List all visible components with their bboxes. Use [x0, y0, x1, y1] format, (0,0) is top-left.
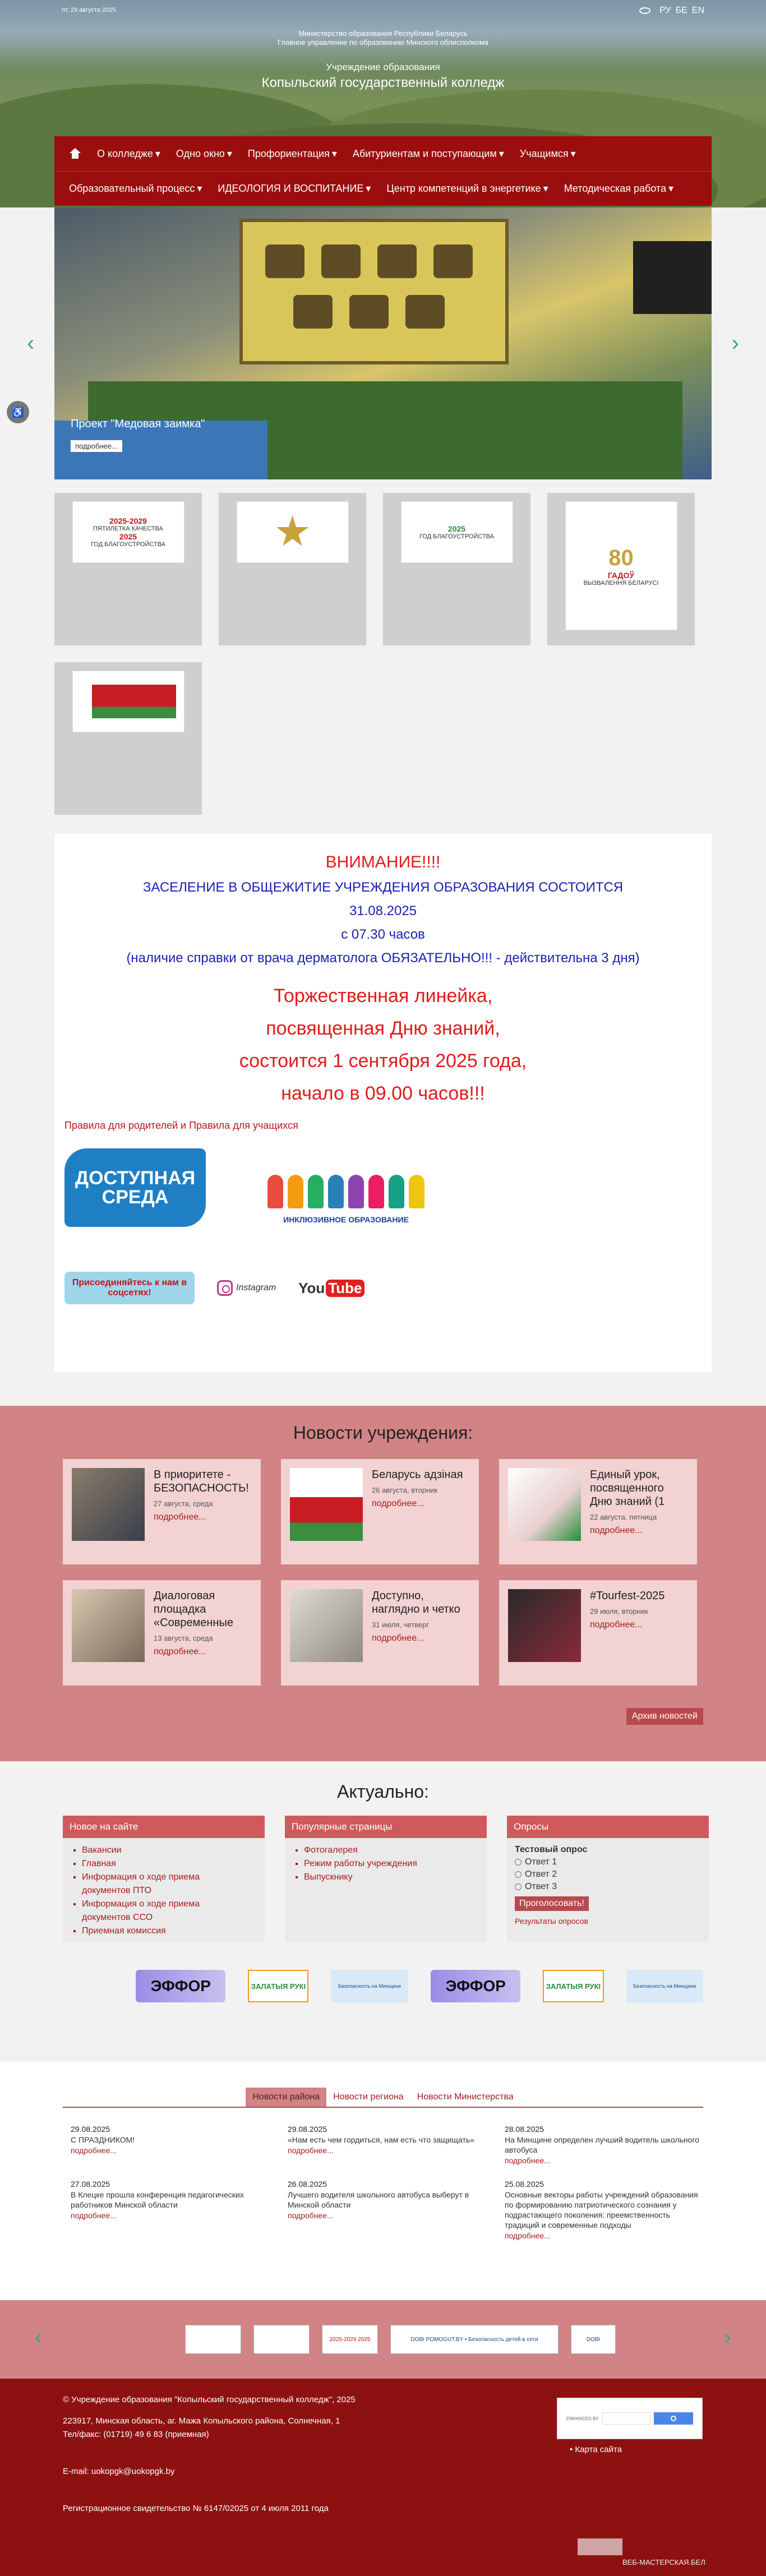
home-link[interactable]: [61, 148, 89, 159]
list-item[interactable]: ▪ Режим работы учреждения: [304, 1857, 468, 1871]
logos-carousel: [63, 1970, 703, 2002]
chevron-down-icon: ▾: [543, 183, 548, 194]
sitemap-link[interactable]: • Карта сайта: [570, 2445, 622, 2454]
child-figure: [409, 1175, 424, 1208]
chevron-left-icon[interactable]: ‹: [27, 331, 35, 356]
tab-district[interactable]: Новости района: [246, 2088, 326, 2107]
news-card-title[interactable]: Единый урок, посвященного Дню знаний (1: [590, 1469, 665, 1508]
banner-image: [401, 501, 513, 563]
news-thumb[interactable]: [72, 1468, 145, 1541]
site-header: [0, 0, 766, 207]
social-row: [64, 1272, 702, 1304]
search-label: ENHANCED BY: [566, 2416, 599, 2421]
instagram-icon: [217, 1280, 233, 1296]
inclusive-education-logo[interactable]: [239, 1151, 453, 1224]
news-card-date: 22 августа, пятница: [590, 1513, 657, 1521]
new-on-site-list: [63, 1838, 265, 1943]
search-icon: [671, 2416, 676, 2421]
college-line-2: Копыльский государственный колледж: [261, 75, 505, 90]
slide-image[interactable]: [54, 207, 712, 479]
instagram-link[interactable]: [217, 1280, 276, 1296]
actual-title: Актуально:: [337, 1781, 429, 1802]
popular-pages-list: [285, 1838, 487, 1890]
news-text[interactable]: Основные векторы работы учреждений образования по формированию патриотического сознания у подрастающего поколения: преемственность традиций и современные подходы: [505, 2190, 698, 2229]
poll-option-label: Ответ 2: [525, 1869, 557, 1879]
district-news-item: [288, 2125, 486, 2165]
nav-label: ИДЕОЛОГИЯ И ВОСПИТАНИЕ: [218, 183, 364, 194]
news-tabs: [63, 2088, 703, 2108]
accessible-environment-logo[interactable]: ДОСТУПНАЯ СРЕДА: [64, 1148, 206, 1227]
chevron-left-icon[interactable]: ‹: [35, 2325, 43, 2349]
main-nav: [54, 136, 712, 206]
poll-results-link[interactable]: Результаты опросов: [515, 1917, 588, 1926]
college-title[interactable]: [0, 62, 766, 91]
banner-text: ГАДОЎ: [607, 570, 635, 580]
instagram-label: Instagram: [236, 1283, 276, 1292]
nav-label: О колледже: [97, 147, 153, 159]
children-figures: [267, 1175, 424, 1208]
partner-logo[interactable]: [253, 2325, 310, 2354]
list-item[interactable]: ▪ Фотогалерея: [304, 1844, 468, 1857]
chevron-down-icon: ▾: [331, 147, 337, 159]
banner-image: [72, 501, 184, 563]
banner-image: [237, 501, 349, 563]
news-card-title[interactable]: Доступно, наглядно и четко: [372, 1590, 460, 1615]
rules-link[interactable]: Правила для родителей и Правила для учащихся: [64, 1120, 298, 1131]
list-item[interactable]: ▪ Приемная комиссия: [82, 1924, 246, 1938]
radio-button[interactable]: [515, 1871, 522, 1878]
district-news-item: [288, 2180, 486, 2240]
district-news-item: [505, 2125, 703, 2165]
banner-text: 2025-2029: [109, 516, 147, 525]
banner-text: 80: [608, 545, 634, 570]
access-row: [64, 1148, 702, 1227]
news-more-link[interactable]: подробнее...: [288, 2146, 334, 2155]
nav-one-window[interactable]: [168, 148, 240, 160]
news-grid: [63, 1459, 703, 1686]
news-title: Новости учреждения:: [293, 1423, 473, 1443]
chevron-down-icon: ▾: [570, 147, 576, 159]
district-news-grid: [63, 2125, 703, 2240]
news-card[interactable]: [63, 1459, 261, 1564]
footer-copyright: © Учреждение образования "Копыльский государственный колледж", 2025: [63, 2395, 356, 2404]
nav-applicants[interactable]: [345, 148, 512, 160]
list-item[interactable]: ▪ Главная: [82, 1857, 246, 1871]
news-card[interactable]: [499, 1459, 697, 1564]
footer-address: 223917, Минская область, аг. Мажа Копыльского района, Солнечная, 1: [63, 2416, 340, 2426]
footer-registration: Регистрационное свидетельство № 6147/02025 от 4 июля 2011 года: [63, 2504, 329, 2513]
partner-logo[interactable]: 2025-2029 2025: [322, 2325, 378, 2354]
banner-flag[interactable]: [54, 662, 202, 815]
home-icon: [69, 148, 81, 159]
panel-heading: Новое на сайте: [63, 1816, 265, 1838]
safety-logo[interactable]: Безопасность на Минщине: [331, 1970, 408, 2002]
news-more-link[interactable]: подробнее...: [505, 2231, 551, 2240]
child-figure: [368, 1175, 384, 1208]
news-more-link[interactable]: подробнее...: [372, 1633, 424, 1643]
notice-line: (наличие справки от врача дерматолога ОБЯЗАТЕЛЬНО!!! - действительна 3 дня): [126, 950, 640, 966]
nav-career[interactable]: [240, 148, 345, 160]
news-archive-button[interactable]: Архив новостей: [626, 1708, 703, 1725]
ceremony-text: [64, 980, 702, 1110]
news-text[interactable]: Лучшего водителя школьного автобуса выберут в Минской области: [288, 2190, 469, 2209]
tab-region[interactable]: Новости региона: [333, 2092, 404, 2102]
ministry-text: [0, 29, 766, 47]
hex-shelf: [377, 244, 417, 278]
news-card-title[interactable]: Диалоговая площадка «Современные: [154, 1590, 234, 1629]
ministry-line: Министерство образования Республики Беларусь: [298, 29, 468, 38]
news-text[interactable]: «Нам есть чем гордиться, нам есть что защищать»: [288, 2135, 474, 2144]
district-news-item: [71, 2125, 269, 2165]
panel-heading: Популярные страницы: [285, 1816, 487, 1838]
news-thumb[interactable]: [508, 1468, 581, 1541]
notice-line: с 07.30 часов: [341, 927, 425, 942]
news-more-link[interactable]: подробнее...: [71, 2211, 117, 2220]
panel-heading: Опросы: [507, 1816, 709, 1838]
golden-hands-logo[interactable]: ЗАЛАТЫЯ РУКІ: [248, 1970, 308, 2002]
notice-line: 31.08.2025: [349, 903, 417, 918]
partners-carousel: [0, 2300, 766, 2379]
ministry-line: Главное управление по образованию Минского облисполкома: [277, 38, 489, 47]
banner-text: ГОД БЛАГОУСТРОЙСТВА: [90, 541, 166, 548]
visitor-counter[interactable]: [578, 2538, 622, 2555]
nav-label: Профориентация: [247, 147, 330, 159]
radio-button[interactable]: [515, 1883, 522, 1890]
news-more-link[interactable]: подробнее...: [590, 1620, 643, 1629]
news-date: 28.08.2025: [505, 2125, 544, 2134]
news-card-date: 13 августа, среда: [154, 1634, 213, 1642]
polls-panel: [507, 1816, 709, 1942]
nav-label: Одно окно: [176, 147, 225, 159]
tab-ministry[interactable]: Новости Министерства: [417, 2092, 514, 2102]
nav-energy-center[interactable]: [379, 183, 556, 195]
partner-logo[interactable]: DOBI POMOGUT.BY • Безопасность детей в сети: [390, 2325, 559, 2354]
chevron-down-icon: ▾: [227, 147, 232, 159]
lang-be[interactable]: БЕ: [675, 6, 687, 15]
partner-logo[interactable]: DOBI: [571, 2325, 616, 2354]
news-thumb[interactable]: [290, 1468, 363, 1541]
news-date: 26.08.2025: [288, 2180, 327, 2189]
current-date: пт, 29 августа 2025: [62, 7, 116, 13]
poll-option-label: Ответ 1: [525, 1857, 557, 1867]
flag-icon: [81, 685, 176, 718]
news-text[interactable]: В Клецке прошла конференция педагогических работников Минской области: [71, 2190, 244, 2209]
banner-text: ВЫЗВАЛЕННЯ БЕЛАРУСІ: [583, 579, 659, 587]
nav-row-1: [54, 136, 712, 171]
list-item[interactable]: ▪ Информация о ходе приема документов ССО: [82, 1898, 246, 1924]
image-slider: [0, 207, 766, 479]
news-card-date: 26 августа, вторник: [372, 1486, 438, 1494]
news-card[interactable]: [281, 1580, 479, 1686]
site-search: [557, 2398, 703, 2439]
chevron-right-icon[interactable]: ›: [723, 2325, 731, 2349]
news-more-link[interactable]: подробнее...: [71, 2146, 117, 2155]
poll-question: Тестовый опрос: [515, 1845, 588, 1854]
news-card-date: 31 июля, четверг: [372, 1621, 430, 1629]
radio-button[interactable]: [515, 1859, 522, 1866]
notice-line: ЗАСЕЛЕНИЕ В ОБЩЕЖИТИЕ УЧРЕЖДЕНИЯ ОБРАЗОВАНИЯ СОСТОИТСЯ: [142, 880, 624, 895]
news-date: 29.08.2025: [288, 2125, 327, 2134]
list-item[interactable]: ▪ Выпускнику: [304, 1871, 468, 1884]
popular-pages-panel: [285, 1816, 487, 1942]
banner-grid: [0, 479, 766, 815]
vote-button[interactable]: Проголосовать!: [515, 1896, 589, 1911]
golden-hands-logo[interactable]: ЗАЛАТЫЯ РУКІ: [543, 1970, 603, 2002]
eye-icon[interactable]: [639, 7, 650, 14]
chevron-down-icon: ▾: [366, 183, 371, 194]
news-card-date: 29 июля, вторник: [590, 1607, 648, 1615]
news-more-link[interactable]: подробнее...: [372, 1499, 424, 1508]
footer-email[interactable]: E-mail: uokopgk@uokopgk.by: [63, 2467, 175, 2476]
news-date: 27.08.2025: [71, 2180, 110, 2189]
safety-logo[interactable]: Безопасность на Минщине: [626, 1970, 704, 2002]
footer-phone: Тел/факс: (01719) 49 6 83 (приемная): [63, 2430, 209, 2439]
banner-80-years[interactable]: [547, 493, 695, 645]
sitemap-label: Карта сайта: [575, 2445, 622, 2454]
search-input[interactable]: [602, 2412, 650, 2425]
poll-option[interactable]: [515, 1869, 701, 1880]
news-more-link[interactable]: подробнее...: [154, 1647, 206, 1656]
news-date: 29.08.2025: [71, 2125, 110, 2134]
banner-image: [565, 501, 677, 630]
hex-shelf: [349, 295, 389, 329]
nav-label: Образовательный процесс: [69, 183, 195, 194]
news-text[interactable]: С ПРАЗДНИКОМ!: [71, 2135, 135, 2144]
nav-label: Центр компетенций в энергетике: [386, 183, 541, 194]
developer-link[interactable]: ВЕБ-МАСТЕРСКАЯ.БЕЛ: [622, 2558, 705, 2566]
nav-row-2: [54, 171, 712, 206]
site-footer: [0, 2379, 766, 2576]
accessibility-icon[interactable]: ♿: [7, 401, 29, 423]
news-card-title[interactable]: #Tourfest-2025: [590, 1590, 665, 1602]
child-figure: [328, 1175, 344, 1208]
nav-label: Учащимся: [519, 147, 569, 159]
news-card[interactable]: [281, 1459, 479, 1564]
news-card[interactable]: [63, 1580, 261, 1686]
ceremony-line: посвященная Дню знаний,: [266, 1018, 500, 1039]
news-more-link[interactable]: подробнее...: [154, 1512, 206, 1522]
poll-option[interactable]: [515, 1857, 701, 1867]
news-more-link[interactable]: подробнее...: [590, 1526, 643, 1535]
banner-text: ГОД БЛАГОУСТРОЙСТВА: [419, 533, 495, 540]
chevron-right-icon[interactable]: ›: [731, 331, 739, 356]
slide-caption: Проект "Медовая заимка": [71, 418, 205, 430]
list-item[interactable]: ▪ Информация о ходе приема документов ПТО: [82, 1871, 246, 1898]
news-more-link[interactable]: подробнее...: [288, 2211, 334, 2220]
district-news-item: [505, 2180, 703, 2240]
join-social-banner[interactable]: Присоединяйтесь к нам в соцсетях!: [64, 1272, 195, 1304]
news-card[interactable]: [499, 1580, 697, 1686]
poll-form: [507, 1838, 709, 1932]
hex-shelf: [265, 244, 304, 278]
poll-option-label: Ответ 3: [525, 1882, 557, 1891]
news-thumb[interactable]: [508, 1589, 581, 1662]
youtube-link[interactable]: [298, 1280, 364, 1297]
child-figure: [389, 1175, 404, 1208]
news-card-title[interactable]: Беларусь адзiная: [372, 1469, 463, 1481]
poll-option[interactable]: [515, 1882, 701, 1892]
slide-more-button[interactable]: подробнее...: [71, 440, 122, 452]
new-on-site-panel: [63, 1816, 265, 1942]
district-news-item: [71, 2180, 269, 2240]
notice-box: [54, 834, 712, 1372]
display-cabinet: [239, 219, 509, 364]
hex-shelf: [405, 295, 445, 329]
college-line-1: Учреждение образования: [326, 62, 440, 72]
banner-star[interactable]: [219, 493, 366, 645]
nav-education[interactable]: [61, 183, 210, 195]
banner-text: 2025: [119, 532, 137, 541]
news-section: [0, 1406, 766, 1761]
nav-label: Методическая работа: [564, 183, 666, 194]
actual-section: [0, 1761, 766, 2062]
lang-en[interactable]: EN: [691, 6, 704, 15]
chevron-down-icon: ▾: [499, 147, 504, 159]
news-thumb[interactable]: [72, 1589, 145, 1662]
effor-logo[interactable]: ЭФФОР: [136, 1970, 225, 2002]
chevron-down-icon: ▾: [155, 147, 160, 159]
actual-grid: [63, 1816, 703, 1942]
chevron-down-icon: ▾: [668, 183, 674, 194]
banner-text: ПЯТИЛЕТКА КАЧЕСТВА: [93, 525, 163, 532]
tv-screen: [633, 241, 712, 314]
nav-methodical[interactable]: [556, 183, 681, 195]
nav-label: Абитуриентам и поступающим: [352, 147, 497, 159]
banner-improvement[interactable]: [383, 493, 530, 645]
notice-attention: ВНИМАНИЕ!!!!: [325, 853, 441, 871]
nav-about[interactable]: [89, 148, 168, 160]
hex-shelf: [321, 244, 361, 278]
youtube-label: Tube: [326, 1280, 364, 1297]
list-item[interactable]: ▪ Вакансии: [82, 1844, 246, 1857]
partner-logo[interactable]: [185, 2325, 241, 2354]
ceremony-line: Торжественная линейка,: [273, 985, 493, 1007]
banner-quality[interactable]: [54, 493, 202, 645]
banner-text: 2025: [447, 524, 466, 533]
search-button[interactable]: [654, 2412, 693, 2425]
ceremony-line: состоится 1 сентября 2025 года,: [239, 1050, 527, 1072]
ceremony-line: начало в 09.00 часов!!!: [281, 1083, 485, 1104]
chevron-down-icon: ▾: [197, 183, 202, 194]
district-news-section: [0, 2062, 766, 2300]
nav-students[interactable]: [512, 148, 584, 160]
lang-ru[interactable]: РУ: [659, 6, 671, 15]
child-figure: [308, 1175, 324, 1208]
news-text[interactable]: На Минщине определен лучший водитель школьного автобуса: [505, 2135, 699, 2154]
nav-ideology[interactable]: [210, 183, 379, 195]
effor-logo[interactable]: ЭФФОР: [431, 1970, 520, 2002]
news-card-title[interactable]: В приоритете - БЕЗОПАСНОСТЬ!: [154, 1469, 249, 1494]
star-icon: [276, 515, 310, 549]
news-thumb[interactable]: [290, 1589, 363, 1662]
news-date: 25.08.2025: [505, 2180, 544, 2189]
inclusive-label: ИНКЛЮЗИВНОЕ ОБРАЗОВАНИЕ: [283, 1215, 409, 1224]
child-figure: [348, 1175, 364, 1208]
hex-shelf: [433, 244, 473, 278]
language-switcher: [639, 6, 704, 16]
child-figure: [288, 1175, 303, 1208]
hex-shelf: [293, 295, 333, 329]
news-more-link[interactable]: подробнее...: [505, 2156, 551, 2165]
youtube-label: You: [298, 1279, 325, 1296]
child-figure: [267, 1175, 283, 1208]
news-card-date: 27 августа, среда: [154, 1499, 213, 1508]
banner-image: [72, 671, 184, 732]
